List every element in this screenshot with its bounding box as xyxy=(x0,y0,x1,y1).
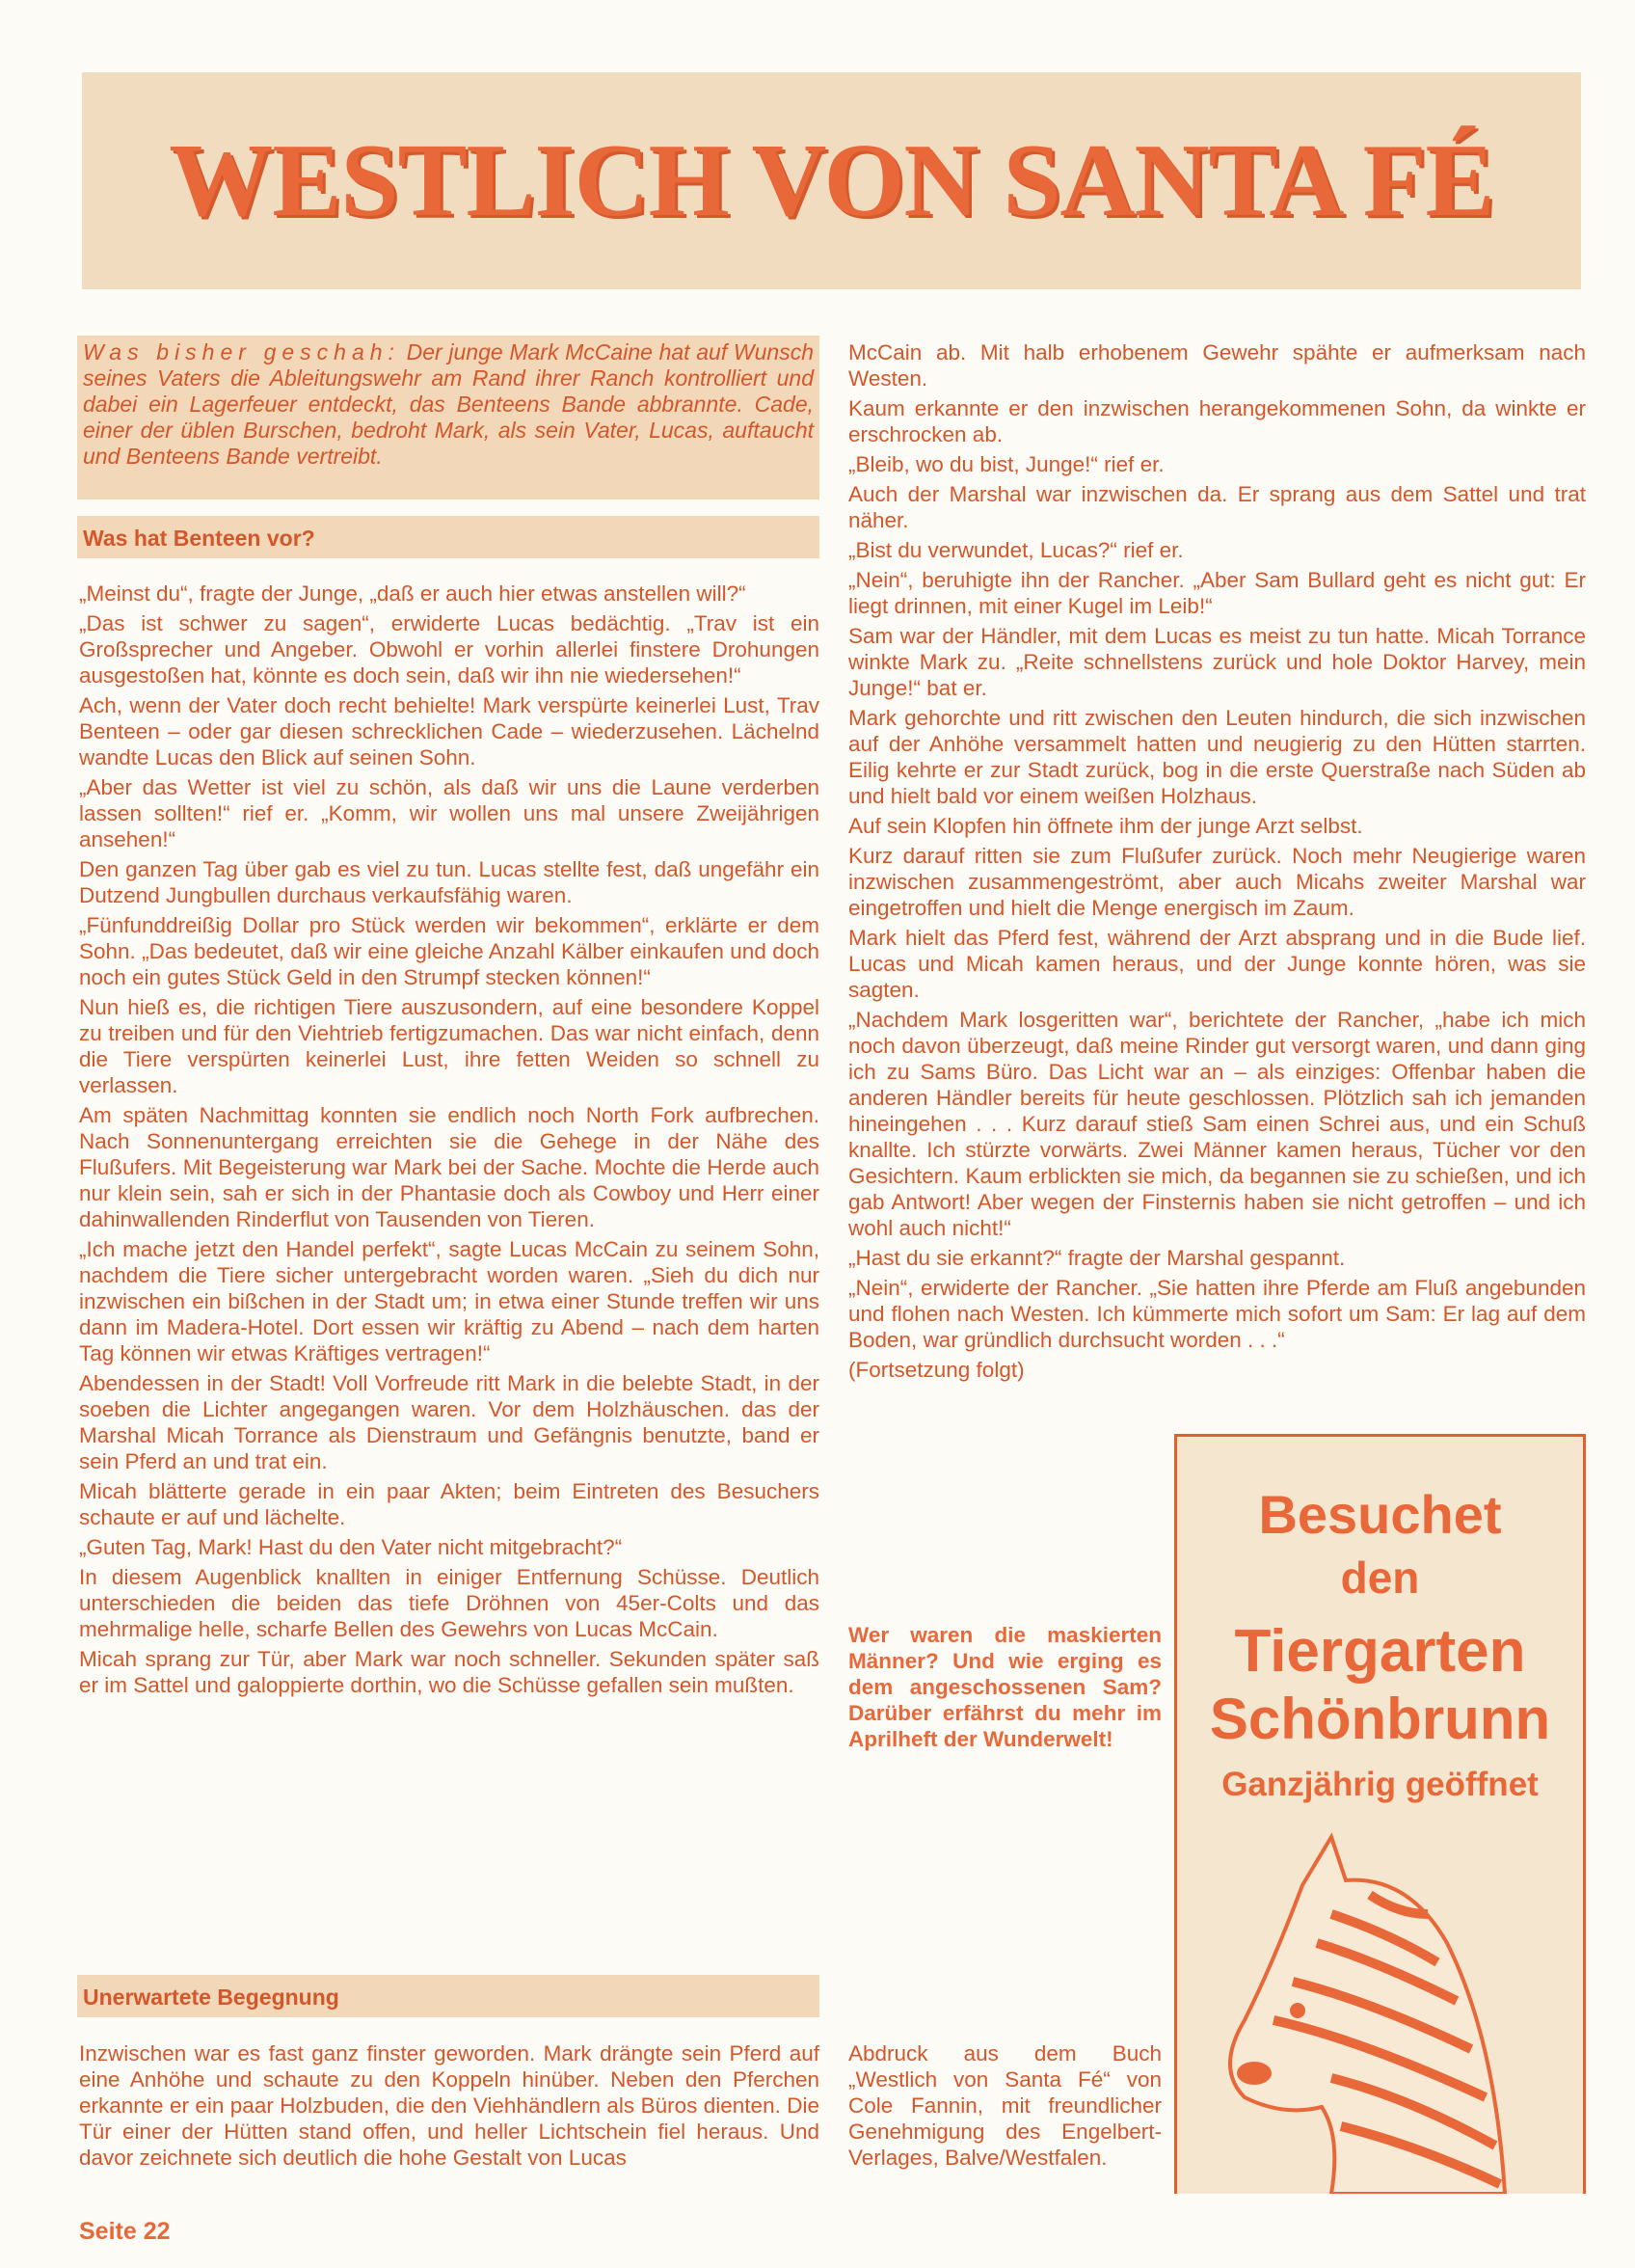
left-column xyxy=(79,580,819,1702)
paragraph: „Nachdem Mark losgeritten war“, berichtete der Rancher, „habe ich mich noch davon überzeugt, daß meine Rinder gut versorgt waren, und dann ging ich zu Sams Büro. Das Licht war an – als einziges: Offenbar haben die anderen Händler bereits für heute geschlossen. Plötzlich sah ich jemanden hineingehen . . . Kurz darauf stieß Sam einen Schrei aus, und ein Schuß knallte. Ich stürzte vorwärts. Zwei Männer kamen heraus, Tücher vor den Gesichtern. Kaum erblickten sie mich, da begannen sie zu schießen, und ich gab Antwort! Aber wegen der Finsternis haben sie nicht getroffen – und ich wohl auch nicht!“ xyxy=(848,1008,1586,1240)
paragraph: „Nein“, beruhigte ihn der Rancher. „Aber Sam Bullard geht es nicht gut: Er liegt drinnen, mit einer Kugel im Leib!“ xyxy=(848,568,1586,618)
section-heading-2: Unerwartete Begegnung xyxy=(77,1975,819,2017)
summary-text: Der junge Mark McCaine hat auf Wunsch seines Vaters die Ableitungswehr am Rand ihrer Ranch kontrolliert und dabei ein Lagerfeuer entdeckt, das Benteens Bande abbrannte. Cade, einer der üblen Burschen, bedroht Mark, als sein Vater, Lucas, auftaucht und Benteens Bande vertreibt. xyxy=(83,339,814,469)
title-banner xyxy=(82,72,1581,289)
paragraph: Auch der Marshal war inzwischen da. Er sprang aus dem Sattel und trat näher. xyxy=(848,482,1586,532)
paragraph: „Nein“, erwiderte der Rancher. „Sie hatten ihre Pferde am Fluß angebunden und flohen nach Westen. Ich kümmerte mich sofort um Sam: Er lag auf dem Boden, war gründlich durchsucht worden . . .“ xyxy=(848,1276,1586,1352)
paragraph: „Bist du verwundet, Lucas?“ rief er. xyxy=(848,538,1184,562)
paragraph: „Das ist schwer zu sagen“, erwiderte Lucas bedächtig. „Trav ist ein Großsprecher und Angeber. Obwohl er vorhin allerlei finstere Drohungen ausgestoßen hat, könnte es doch sein, daß wir ihn nie wiedersehen!“ xyxy=(79,611,819,688)
ad-line: Schönbrunn xyxy=(1209,1687,1551,1751)
zebra-illustration xyxy=(1216,1827,1534,2194)
paragraph: Am späten Nachmittag konnten sie endlich noch North Fork aufbrechen. Nach Sonnenuntergang erreichten sie die Gehege in der Nähe des Flußufers. Mit Begeisterung war Mark bei der Sache. Mochte die Herde auch nur klein sein, sah er sich in der Phantasie doch als Cowboy und Herr einer dahinwallenden Rinderflut von Tausenden von Tieren. xyxy=(79,1103,819,1231)
paragraph: Den ganzen Tag über gab es viel zu tun. Lucas stellte fest, daß ungefähr ein Dutzend Jungbullen durchaus verkaufsfähig waren. xyxy=(79,857,819,907)
paragraph: (Fortsetzung folgt) xyxy=(848,1358,1025,1382)
left-column-2 xyxy=(79,2040,819,2174)
paragraph: Mark hielt das Pferd fest, während der Arzt absprang und in die Bude lief. Lucas und Micah kamen heraus, und der Junge konnte hören, was sie sagten. xyxy=(848,926,1586,1002)
book-credit: Abdruck aus dem Buch „Westlich von Santa Fé“ von Cole Fannin, mit freundlicher Genehmigung des Engelbert-Verlages, Balve/Westfalen. xyxy=(848,2041,1162,2170)
right-column xyxy=(848,339,1586,1387)
paragraph: Micah sprang zur Tür, aber Mark war noch schneller. Sekunden später saß er im Sattel und galoppierte dorthin, wo die Schüsse gefallen sein mußten. xyxy=(79,1647,819,1697)
paragraph: Auf sein Klopfen hin öffnete ihm der junge Arzt selbst. xyxy=(848,814,1363,838)
ad-line: Tiergarten xyxy=(1234,1618,1526,1685)
article-title: WESTLICH VON SANTA FÉ xyxy=(169,122,1494,238)
paragraph: „Aber das Wetter ist viel zu schön, als daß wir uns die Laune verderben lassen sollten!“ rief er. „Komm, wir wollen uns mal unsere Zweijährigen ansehen!“ xyxy=(79,775,819,851)
paragraph: Inzwischen war es fast ganz finster geworden. Mark drängte sein Pferd auf eine Anhöhe und schaute zu den Koppeln hinüber. Neben den Pferchen erkannte er ein paar Holzbuden, die den Viehhändlern als Büros dienten. Die Tür einer der Hütten stand offen, und heller Lichtschein fiel heraus. Und davor zeichnete sich deutlich die hohe Gestalt von Lucas xyxy=(79,2041,819,2170)
paragraph: „Hast du sie erkannt?“ fragte der Marshal gespannt. xyxy=(848,1246,1346,1270)
paragraph: „Ich mache jetzt den Handel perfekt“, sagte Lucas McCain zu seinem Sohn, nachdem die Tiere sicher untergebracht worden waren. „Sieh du dich nur inzwischen ein bißchen in der Stadt um; in etwa einer Stunde treffen wir uns dann im Madera-Hotel. Dort essen wir kräftig zu Abend – nach dem harten Tag können wir etwas Kräftiges vertragen!“ xyxy=(79,1237,819,1365)
paragraph: „Fünfunddreißig Dollar pro Stück werden wir bekommen“, erklärte er dem Sohn. „Das bedeutet, daß wir eine gleiche Anzahl Kälber einkaufen und doch noch ein gutes Stück Geld in den Strumpf stecken können!“ xyxy=(79,913,819,989)
page-number: Seite 22 xyxy=(79,2218,171,2245)
ad-line: Besuchet xyxy=(1258,1484,1502,1545)
paragraph: Mark gehorchte und ritt zwischen den Leuten hindurch, die sich inzwischen auf der Anhöhe versammelt hatten und neugierig zu den Hütten starrten. Eilig kehrte er zur Stadt zurück, bog in die erste Querstraße nach Süden ab und hielt bald vor einem weißen Holzhaus. xyxy=(848,706,1586,808)
paragraph: McCain ab. Mit halb erhobenem Gewehr spähte er aufmerksam nach Westen. xyxy=(848,340,1586,391)
paragraph: In diesem Augenblick knallten in einiger Entfernung Schüsse. Deutlich unterschieden die beiden das tiefe Dröhnen von 45er-Colts und das mehrmalige helle, scharfe Bellen des Gewehrs von Lucas McCain. xyxy=(79,1565,819,1641)
paragraph: „Bleib, wo du bist, Junge!“ rief er. xyxy=(848,452,1165,476)
paragraph: Kurz darauf ritten sie zum Flußufer zurück. Noch mehr Neugierige waren inzwischen zusammengeströmt, aber auch Micahs zweiter Marshal war eingetroffen und hielt die Menge energisch im Zaum. xyxy=(848,844,1586,920)
paragraph: Ach, wenn der Vater doch recht behielte! Mark verspürte keinerlei Lust, Trav Benteen – oder gar diesen schrecklichen Cade – wiederzusehen. Lächelnd wandte Lucas den Blick auf seinen Sohn. xyxy=(79,693,819,770)
paragraph: Nun hieß es, die richtigen Tiere auszusondern, auf eine besondere Koppel zu treiben und für den Viehtrieb fertigzumachen. Das war nicht einfach, denn die Tiere verspürten keinerlei Lust, ihre fetten Weiden so schnell zu verlassen. xyxy=(79,995,819,1097)
section-heading: Was hat Benteen vor? xyxy=(77,516,819,558)
paragraph: „Meinst du“, fragte der Junge, „daß er auch hier etwas anstellen will?“ xyxy=(79,581,746,606)
ad-line: Ganzjährig geöffnet xyxy=(1221,1766,1539,1803)
paragraph: Micah blätterte gerade in ein paar Akten; beim Eintreten des Besuchers schaute er auf und lächelte. xyxy=(79,1479,819,1529)
zoo-advertisement xyxy=(1174,1434,1586,2194)
ad-line: den xyxy=(1340,1552,1420,1603)
paragraph: „Guten Tag, Mark! Hast du den Vater nicht mitgebracht?“ xyxy=(79,1535,623,1559)
paragraph: Abendessen in der Stadt! Voll Vorfreude ritt Mark in die belebte Stadt, in der soeben die Lichter angegangen waren. Vor dem Holzhäuschen. das der Marshal Micah Torrance als Dienstraum und Gefängnis benutzte, band er sein Pferd an und trat ein. xyxy=(79,1371,819,1473)
summary-lead: Was bisher geschah: xyxy=(83,339,400,364)
paragraph: Kaum erkannte er den inzwischen herangekommenen Sohn, da winkte er erschrocken ab. xyxy=(848,396,1586,446)
teaser-question: Wer waren die maskierten Männer? Und wie erging es dem angeschossenen Sam? Darüber erfährst du mehr im Aprilheft der Wunderwelt! xyxy=(848,1623,1162,1751)
story-summary xyxy=(77,336,819,500)
paragraph: Sam war der Händler, mit dem Lucas es meist zu tun hatte. Micah Torrance winkte Mark zu. „Reite schnellstens zurück und hole Doktor Harvey, mein Junge!“ bat er. xyxy=(848,624,1586,700)
